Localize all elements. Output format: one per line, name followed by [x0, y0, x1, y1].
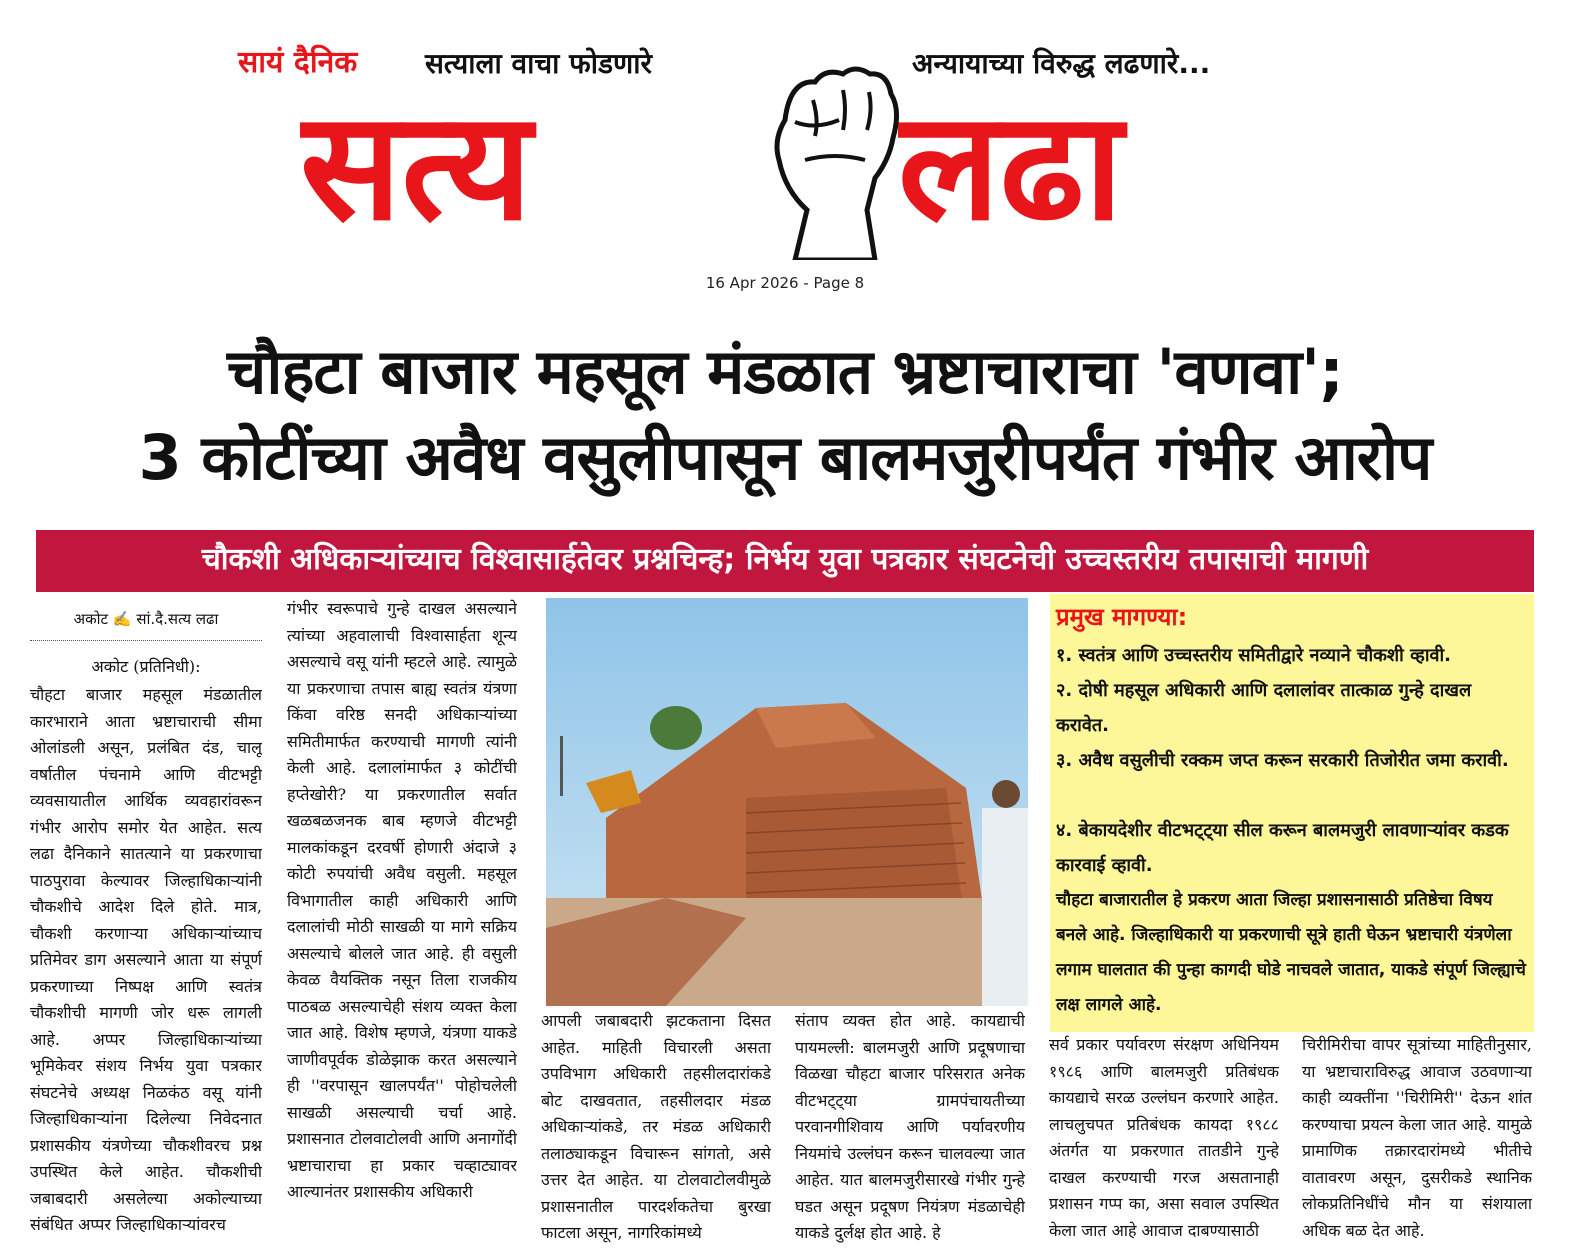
article-column-4: संताप व्यक्त होत आहे. कायद्याची पायमल्ली: बालमजुरी आणि प्रदूषणाचा विळखा चौहटा बाजार परिसरात अनेक वीटभट्ट्या ग्रामपंचायतीच्या परवानगीशिवाय आणि पर्यावरणीय नियमांचे उल्लंघन करून चालवल्या जात आहेत. यात बालमजुरीसारखे गंभीर गुन्हे घडत असून प्रदूषण नियंत्रण मंडळाचेही याकडे दुर्लक्ष होत आहे. हे — [795, 1011, 1025, 1242]
article-column-6: चिरीमिरीचा वापर सूत्रांच्या माहितीनुसार, या भ्रष्टाचाराविरुद्ध आवाज उठवणाऱ्या काही व्यक्तींना ''चिरीमिरी'' देऊन शांत करण्याचा प्रयत्न केला जात आहे. यामुळे प्रामाणिक तक्रारदारांमध्ये भीतीचे वातावरण असून, दुसरीकडे स्थानिक लोकप्रतिनिधींचे मौन या संशयाला अधिक बळ देत आहे. — [1302, 1035, 1532, 1240]
tagline-mid: सत्याला वाचा फोडणारे — [425, 47, 652, 80]
date-page-line: 16 Apr 2026 - Page 8 — [705, 274, 865, 292]
brick-kiln-photo — [546, 598, 1028, 1006]
dateline: अकोट (प्रतिनिधी): — [91, 657, 201, 676]
article-column-1: चौहटा बाजार महसूल मंडळातील कारभाराने आता भ्रष्टाचाराची सीमा ओलांडली असून, प्रलंबित दंड, चालू वर्षातील पंचनामे आणि वीटभट्टी व्यवसायातील आर्थिक व्यवहारांवरून गंभीर आरोप समोर येत आहेत. सत्य लढा दैनिकाने सातत्याने या प्रकरणाचा पाठपुरावा केल्यावर जिल्हाधिकाऱ्यांनी चौकशीचे आदेश दिले होते. मात्र, चौकशी करणाऱ्या अधिकाऱ्यांच्याच प्रतिमेवर डाग असल्याने आता या संपूर्ण प्रकरणाच्या निष्पक्ष आणि स्वतंत्र चौकशीची मागणी जोर धरू लागली आहे. अप्पर जिल्हाधिकाऱ्यांच्या भूमिकेवर संशय निर्भय युवा पत्रकार संघटनेचे अध्यक्ष निळकंठ वसू यांनी जिल्हाधिकाऱ्यांना दिलेल्या निवेदनात प्रशासकीय यंत्रणेच्या चौकशीवरच प्रश्न उपस्थित केले आहेत. चौकशीची जबाबदारी असलेल्या अकोल्याच्या संबंधित अप्पर जिल्हाधिकाऱ्यांवरच — [30, 685, 262, 1234]
article-column-3: आपली जबाबदारी झटकताना दिसत आहेत. माहिती विचारली असता उपविभाग अधिकारी तहसीलदारांकडे बोट दाखवतात, तहसीलदार मंडळ अधिकाऱ्यांकडे, तर मंडळ अधिकारी तलाठ्याकडून विचारून सांगतो, असे उत्तर देत आहेत. या टोलवाटोलवीमुळे प्रशासनातील पारदर्शकतेचा बुरखा फाटला असून, नागरिकांमध्ये — [541, 1011, 771, 1242]
demands-closing: चौहटा बाजारातील हे प्रकरण आता जिल्हा प्रशासनासाठी प्रतिष्ठेचा विषय बनले आहे. जिल्हाधिकारी या प्रकरणाची सूत्रे हाती घेऊन भ्रष्टाचारी यंत्रणेला लगाम घालतात की पुन्हा कागदी घोडे नाचवले जातात, याकडे संपूर्ण जिल्ह्याचे लक्ष लागले आहे. — [1056, 890, 1526, 1015]
article-column-5: सर्व प्रकार पर्यावरण संरक्षण अधिनियम १९८६ आणि बालमजुरी प्रतिबंधक कायद्याचे सरळ उल्लंघन करणारे आहेत. लाचलुचपत प्रतिबंधक कायदा १९८८ अंतर्गत या प्रकरणात तातडीने गुन्हे दाखल करण्याची गरज असतानाही प्रशासन गप्प का, असा सवाल उपस्थित केला जात आहे आवाज दाबण्यासाठी — [1049, 1035, 1279, 1240]
masthead-name-right: लढा — [898, 78, 1124, 254]
demand-item-3: ३. अवैध वसुलीची रक्कम जप्त करून सरकारी तिजोरीत जमा करावी. — [1056, 750, 1509, 771]
demands-title: प्रमुख मागण्या: — [1056, 603, 1188, 631]
byline-place: अकोट — [73, 610, 109, 628]
pen-icon: ✍ — [112, 610, 132, 628]
subheadline-banner: चौकशी अधिकाऱ्यांच्याच विश्वासार्हतेवर प्रश्नचिन्ह; निर्भय युवा पत्रकार संघटनेची उच्चस्तरीय तपासाची मागणी — [36, 530, 1534, 592]
demand-item-2: २. दोषी महसूल अधिकारी आणि दलालांवर तात्काळ गुन्हे दाखल करावेत. — [1056, 680, 1472, 736]
tagline-right: अन्यायाच्या विरुद्ध लढणारे... — [912, 47, 1211, 80]
article-column-2: गंभीर स्वरूपाचे गुन्हे दाखल असल्याने त्यांच्या अहवालाची विश्वासार्हता शून्य असल्याचे वसू यांनी म्हटले आहे. त्यामुळे या प्रकरणाचा तपास बाह्य स्वतंत्र यंत्रणा किंवा वरिष्ठ सनदी अधिकाऱ्यांच्या समितीमार्फत करण्याची मागणी त्यांनी केली आहे. दलालांमार्फत ३ कोटींची हप्तेखोरी? या प्रकरणातील सर्वात खळबळजनक बाब म्हणजे वीटभट्टी मालकांकडून दरवर्षी होणारी अंदाजे ३ कोटी रुपयांची अवैध वसुली. महसूल विभागातील काही अधिकारी आणि दलालांची मोठी साखळी या मागे सक्रिय असल्याचे बोलले जात आहे. ही वसुली केवळ वैयक्तिक नसून तिला राजकीय पाठबळ असल्याचेही संशय व्यक्त केला जात आहे. विशेष म्हणजे, यंत्रणा याकडे जाणीवपूर्वक डोळेझाक करत असल्याने ही ''वरपासून खालपर्यंत'' पोहोचलेली साखळी असल्याची चर्चा आहे. प्रशासनात टोलवाटोलवी आणि अनागोंदी भ्रष्टाचाराचा हा प्रकार चव्हाट्यावर आल्यानंतर प्रशासकीय अधिकारी — [287, 599, 517, 1201]
byline-paper: सां.दै.सत्य लढा — [136, 610, 219, 628]
headline-line2: 3 कोटींच्या अवैध वसुलीपासून बालमजुरीपर्यंत गंभीर आरोप — [138, 421, 1432, 494]
masthead-name-left: सत्य — [300, 78, 532, 254]
demand-item-4: ४. बेकायदेशीर वीटभट्ट्या सील करून बालमजुरी लावणाऱ्यांवर कडक कारवाई व्हावी. — [1056, 820, 1509, 876]
byline — [30, 606, 262, 641]
demand-item-1: १. स्वतंत्र आणि उच्चस्तरीय समितीद्वारे नव्याने चौकशी व्हावी. — [1056, 645, 1452, 666]
tagline-left: सायं दैनिक — [238, 45, 358, 80]
headline-line1: चौहटा बाजार महसूल मंडळात भ्रष्टाचाराचा 'वणवा'; — [227, 335, 1343, 408]
raised-fist-logo — [755, 60, 905, 260]
